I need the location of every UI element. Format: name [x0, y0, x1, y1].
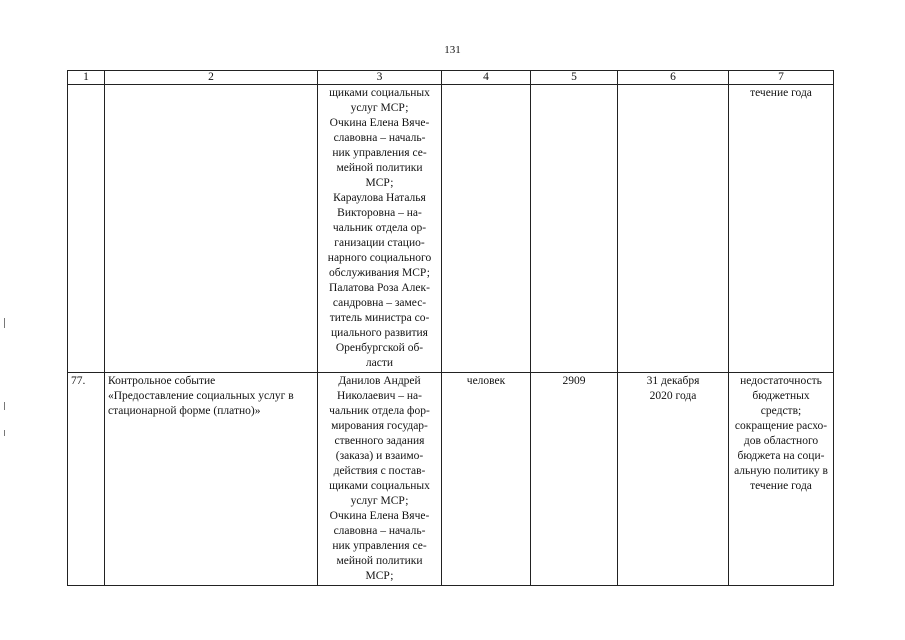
risks-cell: [729, 85, 834, 373]
scan-margin-mark: [4, 318, 5, 328]
value-cell: 2909: [531, 373, 618, 586]
plan-table: [67, 70, 834, 586]
text-line: сандровна – замес-: [332, 297, 427, 309]
text-line: дов областного: [743, 435, 819, 447]
text-line: Очкина Елена Вяче-: [329, 510, 430, 522]
responsible-cell: [318, 373, 442, 586]
text-line: ласти: [365, 357, 394, 369]
text-line: щиками социальных: [329, 87, 430, 99]
text-line: бюджета на соци-: [737, 450, 825, 462]
text-line: МСР;: [365, 177, 394, 189]
text-line: 2020 года: [649, 390, 697, 402]
text-line: титель министра со-: [329, 312, 430, 324]
risks-cell: [729, 373, 834, 586]
text-line: течение года: [750, 480, 812, 492]
text-line: чальник отдела ор-: [332, 222, 427, 234]
header-cell: 5: [531, 71, 618, 85]
page-number: 131: [444, 44, 461, 56]
text-line: МСР;: [365, 570, 394, 582]
responsible-cell: [318, 85, 442, 373]
event-name-cell: [105, 373, 318, 586]
text-line: стационарной форме (платно)»: [108, 405, 261, 417]
text-line: Николаевич – на-: [337, 390, 422, 402]
text-line: Оренбургской об-: [335, 342, 424, 354]
text-line: нарного социального: [327, 252, 432, 264]
text-line: мирования государ-: [331, 420, 428, 432]
header-row: [68, 71, 834, 85]
header-cell: 6: [618, 71, 729, 85]
text-line: средств;: [760, 405, 802, 417]
text-line: славовна – началь-: [333, 132, 426, 144]
scan-margin-mark: [4, 430, 5, 436]
table-row: [68, 85, 834, 373]
header-cell: 2: [105, 71, 318, 85]
text-line: щиками социальных: [329, 480, 430, 492]
deadline-cell: [618, 373, 729, 586]
text-line: ственного задания: [334, 435, 425, 447]
text-line: циального развития: [331, 327, 428, 339]
text-line: услуг МСР;: [350, 495, 409, 507]
unit-cell: [442, 85, 531, 373]
text-line: бюджетных: [752, 390, 810, 402]
text-line: (заказа) и взаимо-: [335, 450, 424, 462]
text-line: 31 декабря: [646, 375, 700, 387]
text-line: мейной политики: [336, 555, 423, 567]
text-line: ник управления се-: [332, 540, 427, 552]
text-line: Викторовна – на-: [337, 207, 422, 219]
text-line: течение года: [750, 87, 812, 99]
header-cell: 3: [318, 71, 442, 85]
event-name-cell: [105, 85, 318, 373]
scan-margin-mark: [4, 402, 5, 410]
text-line: услуг МСР;: [350, 102, 409, 114]
header-cell: 4: [442, 71, 531, 85]
text-line: Данилов Андрей: [338, 375, 421, 387]
table-row: [68, 373, 834, 586]
unit-cell: человек: [442, 373, 531, 586]
text-line: обслуживания МСР;: [329, 267, 430, 279]
text-line: Очкина Елена Вяче-: [329, 117, 430, 129]
text-line: альную политику в: [734, 465, 828, 477]
row-number-cell: 77.: [68, 373, 105, 586]
deadline-cell: [618, 85, 729, 373]
text-line: чальник отдела фор-: [329, 405, 430, 417]
text-line: «Предоставление социальных услуг в: [108, 390, 294, 402]
text-line: ник управления се-: [332, 147, 427, 159]
header-cell: 1: [68, 71, 105, 85]
row-number-cell: [68, 85, 105, 373]
value-cell: [531, 85, 618, 373]
text-line: Караулова Наталья: [333, 192, 426, 204]
text-line: мейной политики: [336, 162, 423, 174]
text-line: Палатова Роза Алек-: [329, 282, 430, 294]
text-line: сокращение расхо-: [734, 420, 828, 432]
text-line: недостаточность: [740, 375, 822, 387]
text-line: действия с постав-: [333, 465, 426, 477]
text-line: славовна – началь-: [333, 525, 426, 537]
header-cell: 7: [729, 71, 834, 85]
text-line: Контрольное событие: [108, 375, 216, 387]
text-line: ганизации стацио-: [334, 237, 425, 249]
